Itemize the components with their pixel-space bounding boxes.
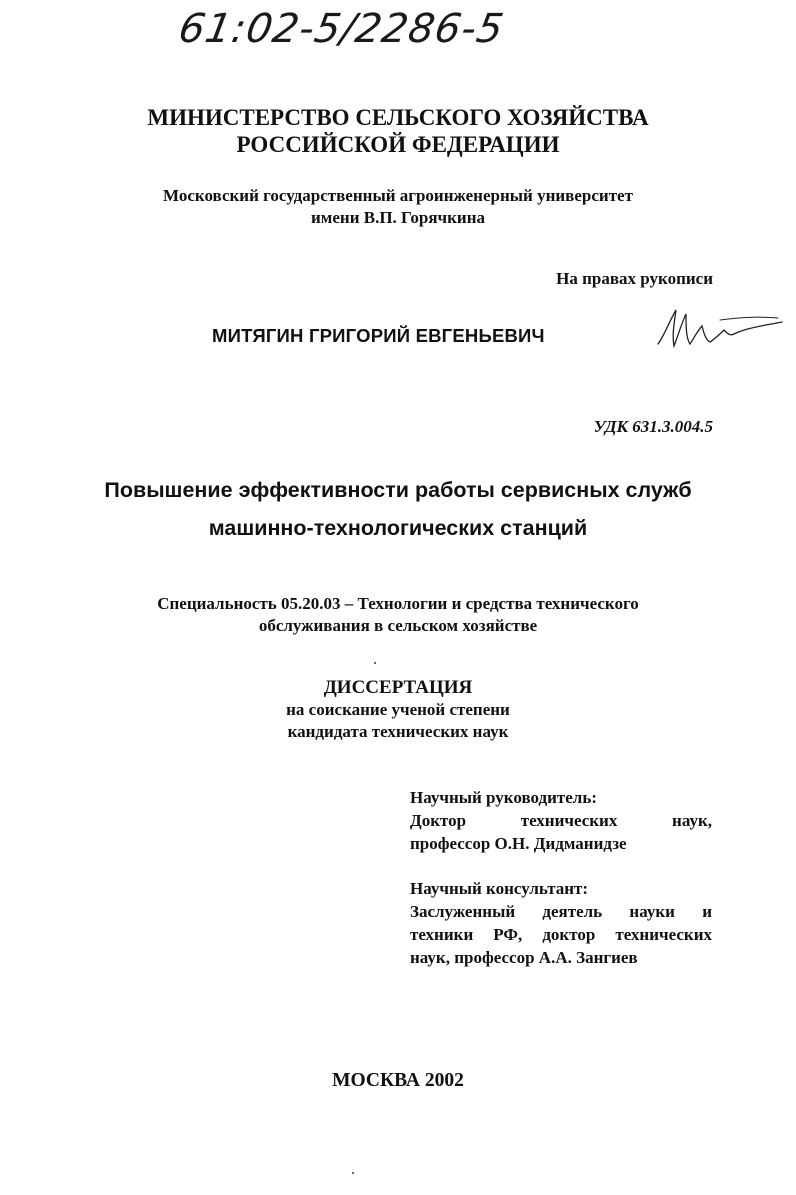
dissertation-title: [0, 471, 796, 547]
degree-line-1: на соискание ученой степени: [286, 700, 510, 719]
document-type: ДИССЕРТАЦИЯ: [323, 677, 473, 698]
city-year: МОСКВА 2002: [332, 1070, 464, 1091]
ministry-line-1: МИНИСТЕРСТВО СЕЛЬСКОГО ХОЗЯЙСТВА: [147, 105, 649, 130]
supervisor-label: Научный руководитель:: [410, 788, 597, 807]
scan-speck: [352, 1172, 354, 1174]
supervisor-line-1: Доктор технических наук,: [410, 811, 712, 830]
author-name: МИТЯГИН ГРИГОРИЙ ЕВГЕНЬЕВИЧ: [212, 325, 545, 346]
specialty-line-1: Специальность 05.20.03 – Технологии и средства технического: [157, 594, 639, 613]
university-line-2: имени В.П. Горячкина: [310, 208, 486, 227]
consultant-line-2: техники РФ, доктор технических: [410, 925, 712, 944]
consultant-label: Научный консультант:: [410, 879, 589, 898]
supervisor-line-2: профессор О.Н. Дидманидзе: [410, 834, 627, 853]
udk-code: УДК 631.3.004.5: [593, 417, 713, 436]
ministry-heading: [0, 104, 796, 158]
title-line-2: машинно-технологических станций: [208, 516, 588, 540]
ministry-line-2: РОССИЙСКОЙ ФЕДЕРАЦИИ: [236, 132, 560, 157]
manuscript-rights: На правах рукописи: [556, 269, 713, 288]
archive-number-handwritten: 61:02-5/2286-5: [175, 6, 508, 52]
specialty-line-2: обслуживания в сельском хозяйстве: [258, 616, 538, 635]
consultant-line-1: Заслуженный деятель науки и: [410, 902, 712, 921]
university-line-1: Московский государственный агроинженерный университет: [163, 186, 633, 205]
scan-speck: [374, 662, 376, 664]
degree-line-2: кандидата технических наук: [287, 722, 509, 741]
specialty: [0, 593, 796, 637]
supervisor-block: [410, 786, 712, 855]
consultant-block: [410, 877, 712, 969]
signature-icon: [650, 300, 790, 360]
university-name: [0, 185, 796, 229]
degree: [0, 699, 796, 743]
title-line-1: Повышение эффективности работы сервисных служб: [104, 478, 692, 502]
consultant-line-3: наук, профессор А.А. Зангиев: [410, 948, 638, 967]
